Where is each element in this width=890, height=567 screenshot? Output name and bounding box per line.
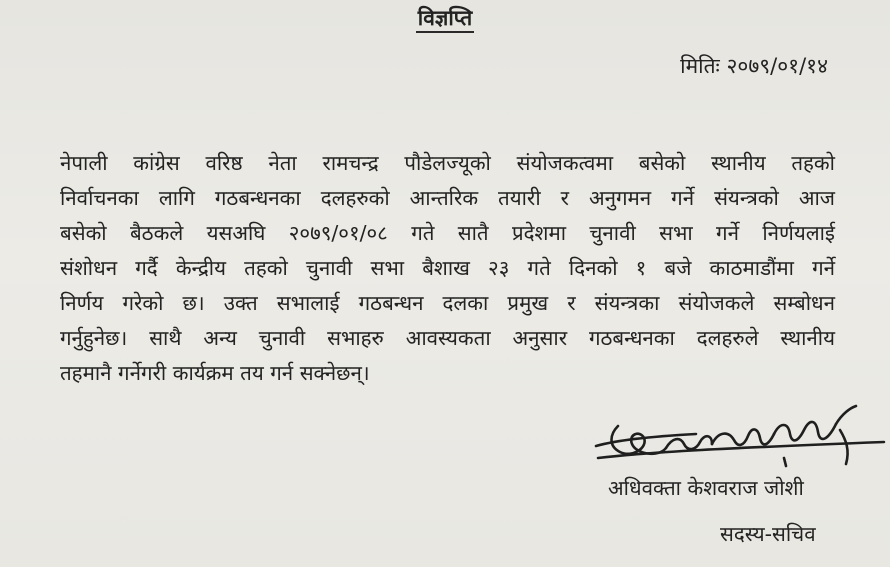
body-line: तहमानै गर्नेगरी कार्यक्रम तय गर्न सक्नेछन्। — [60, 361, 370, 385]
body-line: संशोधन गर्दै केन्द्रीय तहको चुनावी सभा बैशाख २३ गते दिनको १ बजे काठमाडौंमा गर्ने — [60, 256, 835, 280]
document-title: विज्ञप्ति — [0, 4, 890, 32]
body-line: बसेको बैठकले यसअघि २०७९/०१/०८ गते सातै प्रदेशमा चुनावी सभा गर्ने निर्णयलाई — [60, 221, 835, 245]
document-body — [60, 146, 835, 391]
body-line: निर्वाचनका लागि गठबन्धनका दलहरुको आन्तरिक तयारी र अनुगमन गर्ने संयन्त्रको आज — [60, 186, 835, 210]
body-line: गर्नुहुनेछ। साथै अन्य चुनावी सभाहरु आवस्यकता अनुसार गठबन्धनका दलहरुले स्थानीय — [60, 326, 835, 350]
document-date: मितिः २०७९/०१/१४ — [680, 54, 828, 78]
body-line: निर्णय गरेको छ। उक्त सभालाई गठबन्धन दलका प्रमुख र संयन्त्रका संयोजकले सम्बोधन — [60, 291, 835, 315]
signatory-role: सदस्य-सचिव — [720, 522, 816, 546]
body-line: नेपाली कांग्रेस वरिष्ठ नेता रामचन्द्र पौडेलज्यूको संयोजकत्वमा बसेको स्थानीय तहको — [60, 151, 835, 175]
handwritten-signature — [588, 400, 888, 480]
signatory-name: अधिवक्ता केशवराज जोशी — [608, 476, 804, 500]
